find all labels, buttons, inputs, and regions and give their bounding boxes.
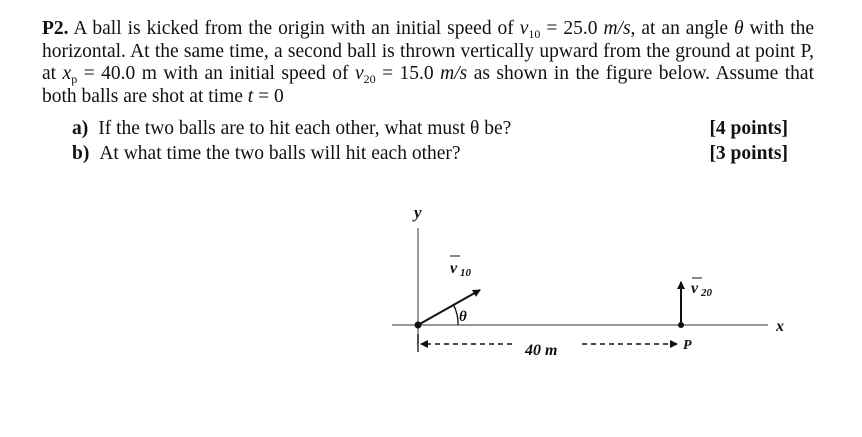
v10-label: [450, 256, 472, 279]
v20-symbol: v: [354, 63, 364, 84]
v10-arrow: [418, 290, 480, 325]
problem-text-segment: = 25.0: [540, 18, 604, 39]
y-axis-label: y: [414, 203, 422, 222]
v10-symbol: v: [519, 18, 529, 39]
v20-subscript: 20: [363, 72, 376, 86]
problem-text-segment: = 0: [253, 85, 284, 107]
part-text: If the two balls are to hit each other, what must θ be?: [98, 118, 512, 139]
part-text: At what time the two balls will hit each other?: [99, 143, 461, 164]
point-p-label: P: [683, 338, 692, 353]
xp-subscript: p: [71, 72, 78, 86]
points-badge: [4 points]: [709, 118, 788, 139]
unit-ms: m/s: [440, 63, 468, 84]
theta-label: θ: [459, 309, 467, 325]
distance-label: 40 m: [525, 342, 558, 359]
part-label: b): [72, 143, 90, 164]
t-symbol: t: [247, 85, 254, 107]
v10-subscript: 10: [528, 27, 541, 41]
problem-text-segment: = 15.0: [375, 63, 441, 84]
v10-label-subscript: 10: [460, 267, 471, 279]
problem-text-segment: with the horizontal. At the same time, a second ball is thrown vertically upward from the ground at point P, at: [42, 18, 815, 84]
part-label: a): [72, 118, 89, 139]
v20-label-symbol: v: [691, 280, 699, 297]
v10-label-symbol: v: [450, 260, 458, 277]
v20-label-subscript: 20: [701, 287, 712, 299]
theta-symbol: θ: [734, 18, 744, 39]
problem-text-segment: as shown in the figure below. Assume that both balls are shot at time: [42, 63, 814, 107]
ball-1: [415, 322, 422, 329]
problem-number: P2.: [42, 18, 69, 39]
problem-text-segment: = 40.0 m with an initial speed of: [77, 63, 355, 84]
xp-symbol: x: [62, 63, 72, 84]
problem-text-segment: A ball is kicked from the origin with an initial speed of: [68, 18, 520, 39]
v20-label: [691, 278, 713, 299]
ball-2: [678, 322, 684, 328]
angle-arc: [453, 304, 458, 325]
points-badge: [3 points]: [709, 143, 788, 164]
x-axis-label: x: [776, 318, 784, 335]
unit-ms: m/s: [603, 18, 631, 39]
problem-text-segment: , at an angle: [630, 18, 734, 39]
